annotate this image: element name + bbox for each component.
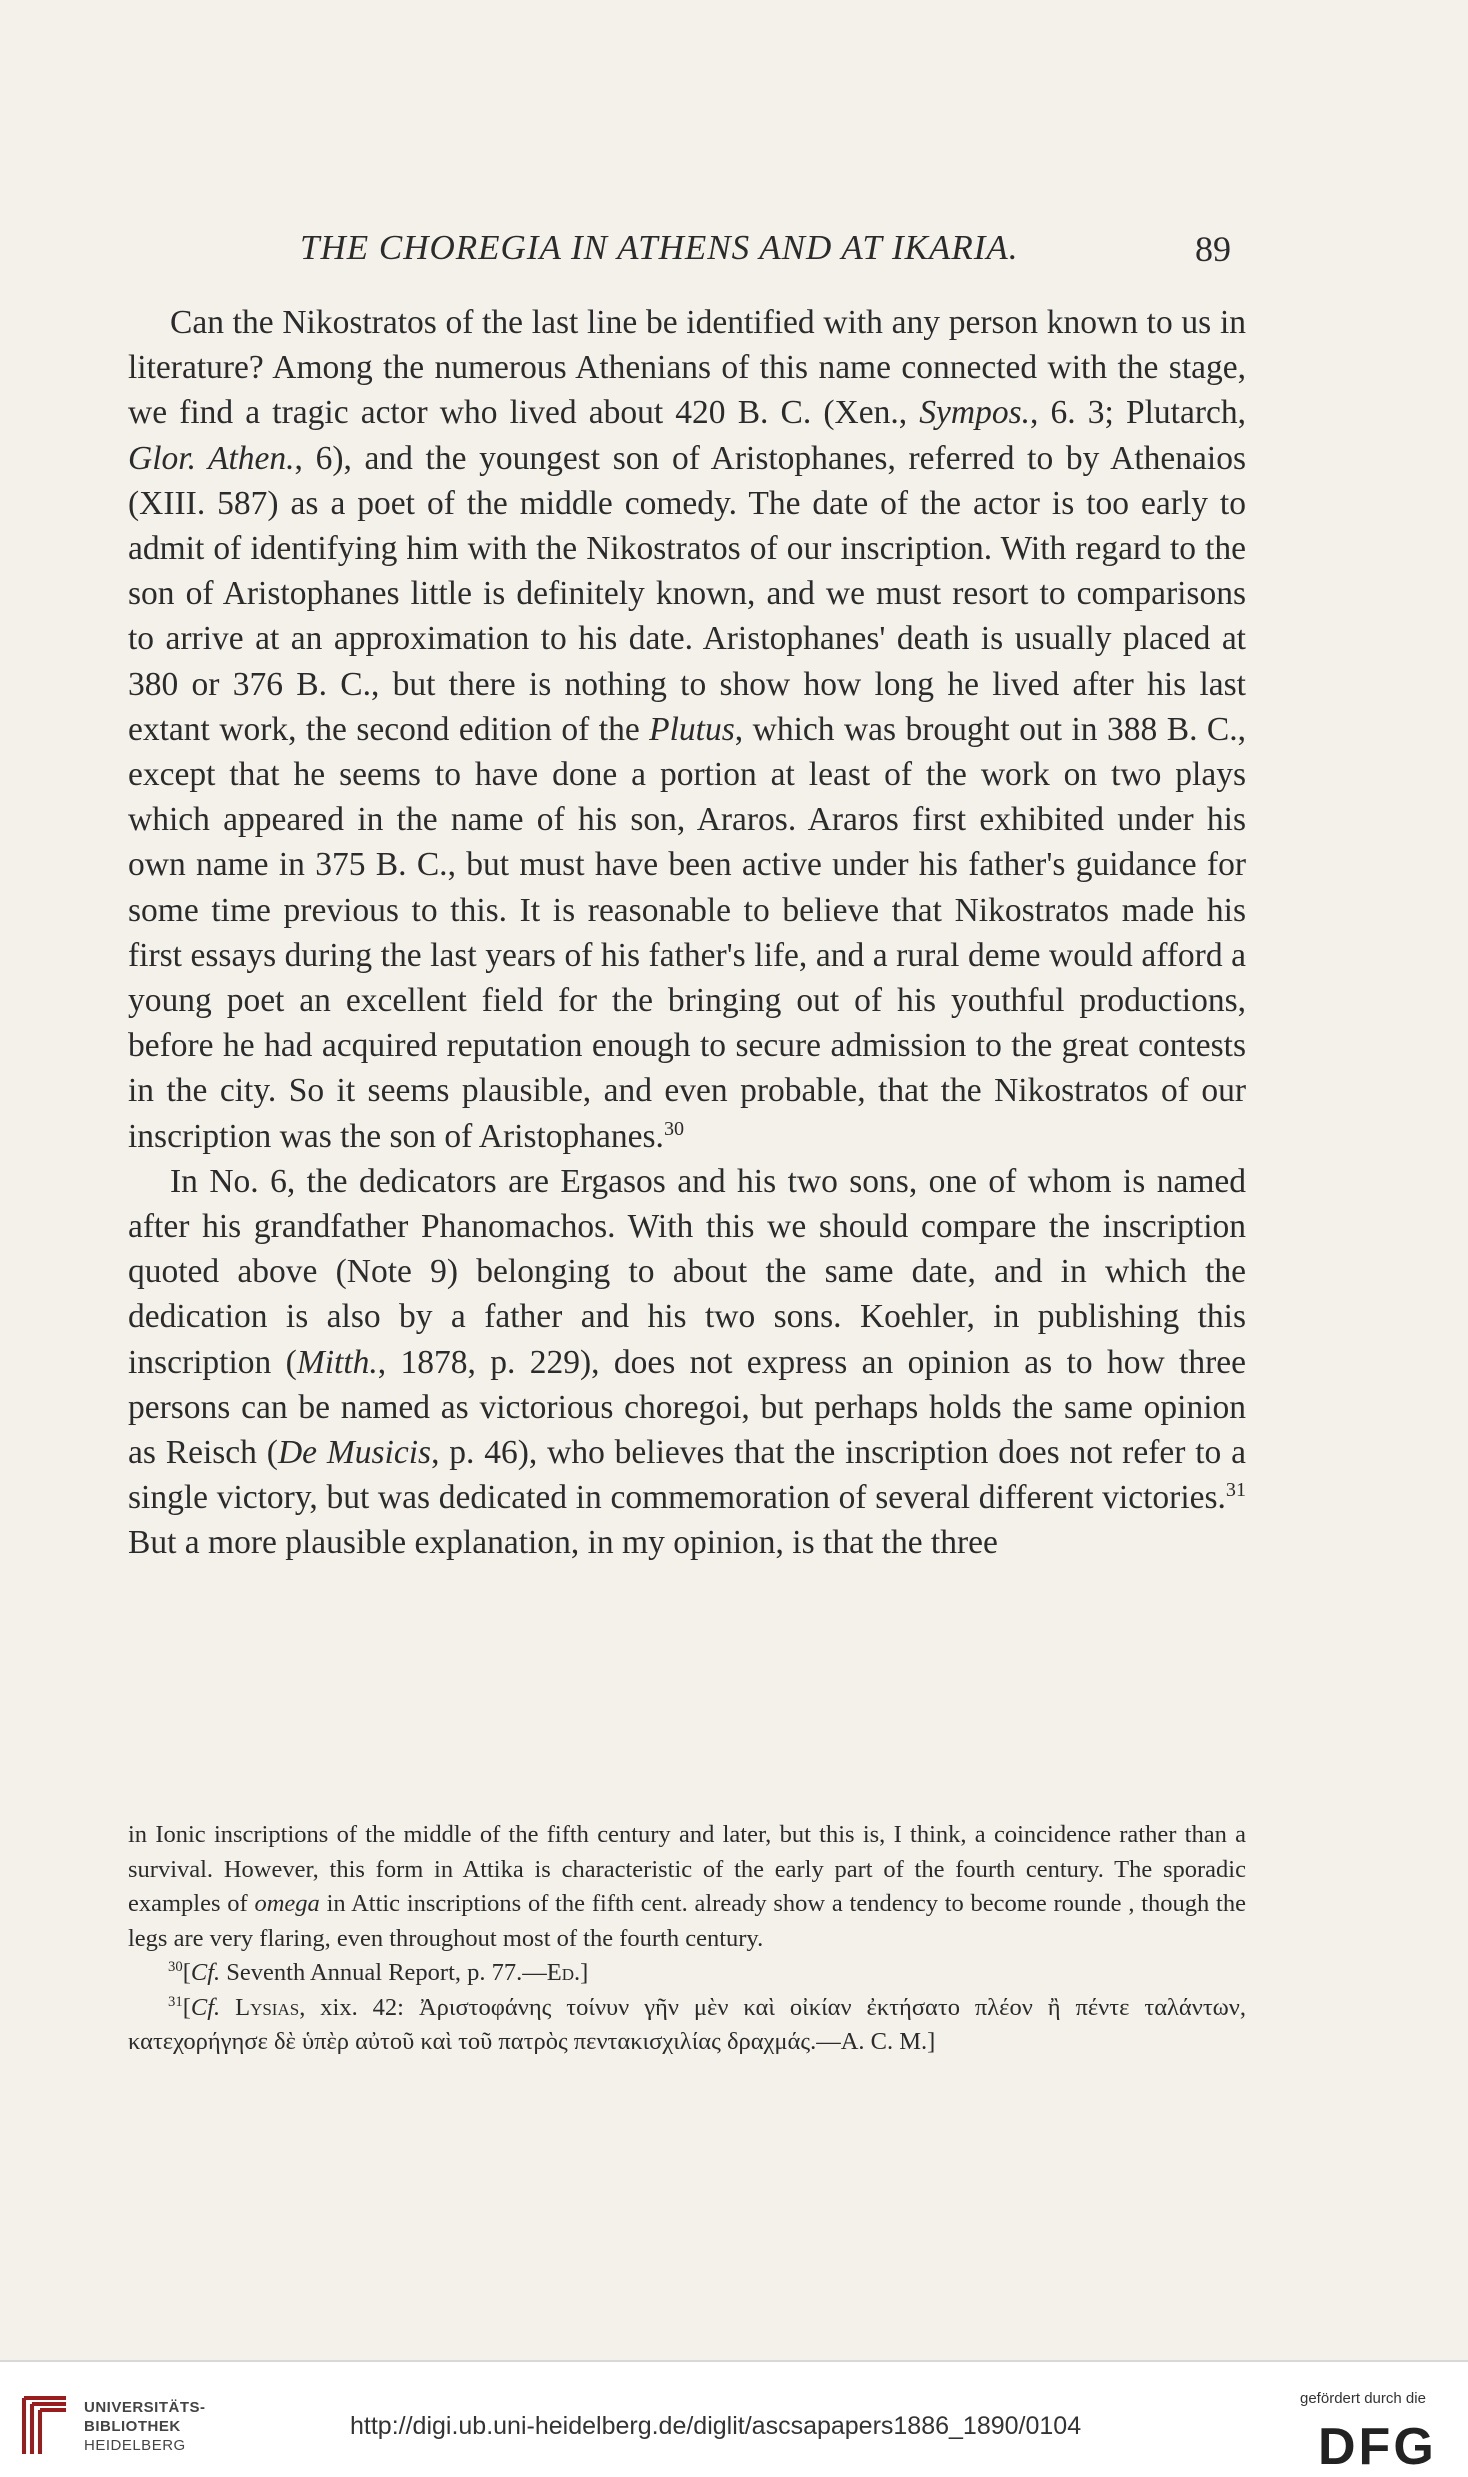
footnotes xyxy=(128,1818,1246,2060)
library-name: UNIVERSITÄTS- BIBLIOTHEK HEIDELBERG xyxy=(84,2399,206,2454)
running-title: THE CHOREGIA IN ATHENS AND AT IKARIA. xyxy=(300,228,1019,267)
page-number: 89 xyxy=(1195,229,1231,269)
footnote-ref: 31 xyxy=(1225,1479,1246,1502)
dfg-logo: DFG xyxy=(1318,2418,1437,2476)
footnote-ref: 30 xyxy=(663,1117,685,1140)
footnote-31: $^{31}$[Cf. Lysias, xix. 42: Ἀριστοφάνης τοίνυν γῆν μὲν καὶ οἰκίαν ἐκτήσατο πλέον ἢ πέντε ταλάντων, κατεχορήγησε δὲ ὑπὲρ αὐτοῦ καὶ τοῦ πατρὸς πεντακισχιλίας δραχμάς.—A. C. M.] xyxy=(128,1993,1247,2055)
funded-by-label: gefördert durch die xyxy=(1300,2390,1426,2407)
library-logo-icon xyxy=(14,2390,76,2462)
viewer-footer xyxy=(0,2360,1468,2475)
paragraph: In No. 6, the dedicators are Ergasos and his two sons, one of whom is named after his grandfather Phanomachos. With this we should compare the inscription quoted above (Note 9) belonging to about the same date, and in which the dedication is also by a father and his two sons. Koehler, in publishing this inscription (Mitth., 1878, p. 229), does not express an opinion as to how three persons can be named as victorious choregoi, but perhaps holds the same opinion as Reisch (De Musicis, p. 46), who believes that the inscription does not refer to a single victory, but was dedicated in commemoration of several different victories.$^{31}$ But a more plausible explanation, in my opinion, is that the three xyxy=(128,1162,1246,1562)
permalink-url[interactable]: http://digi.ub.uni-heidelberg.de/diglit/ascsapapers1886_1890/0104 xyxy=(350,2412,1082,2440)
footnote-continuation: in Ionic inscriptions of the middle of the fifth century and later, but this is, I think, a coincidence rather than a survival. However, this form in Attika is characteristic of the early part of the fourth century. The sporadic examples of omega in Attic inscriptions of the fifth cent. already show a tendency to become rounde , though the legs are very flaring, even throughout most of the fourth century. xyxy=(128,1821,1246,1952)
page-header xyxy=(0,228,1468,280)
body-text xyxy=(128,300,1246,1566)
paragraph: Can the Nikostratos of the last line be identified with any person known to us in literature? Among the numerous Athenians of this name connected with the stage, we find a tragic actor who lived about 420 B. C. (Xen., Sympos., 6. 3; Plutarch, Glor. Athen., 6), and the youngest son of Aristophanes, referred to by Athenaios (XIII. 587) as a poet of the middle comedy. The date of the actor is too early to admit of identifying him with the Nikostratos of our inscription. With regard to the son of Aristophanes little is definitely known, and we must resort to comparisons to arrive at an approximation to his date. Aristophanes' death is usually placed at 380 or 376 B. C., but there is nothing to show how long he lived after his last extant work, the second edition of the Plutus, which was brought out in 388 B. C., except that he seems to have done a portion at least of the work on two plays which appeared in the name of his son, Araros. Araros first exhibited under his own name in 375 B. C., but must have been active under his father's guidance for some time previous to this. It is reasonable to believe that Nikostratos made his first essays during the last years of his father's life, and a rural deme would afford a young poet an excellent field for the bringing out of his youthful productions, before he had acquired reputation enough to secure admission to the great contests in the city. So it seems plausible, and even probable, that the Nikostratos of our inscription was the son of Aristophanes.$^{30}$ xyxy=(128,304,1247,1155)
footnote-30: $^{30}$[Cf. Seventh Annual Report, p. 77.—Ed.] xyxy=(168,1958,589,1986)
